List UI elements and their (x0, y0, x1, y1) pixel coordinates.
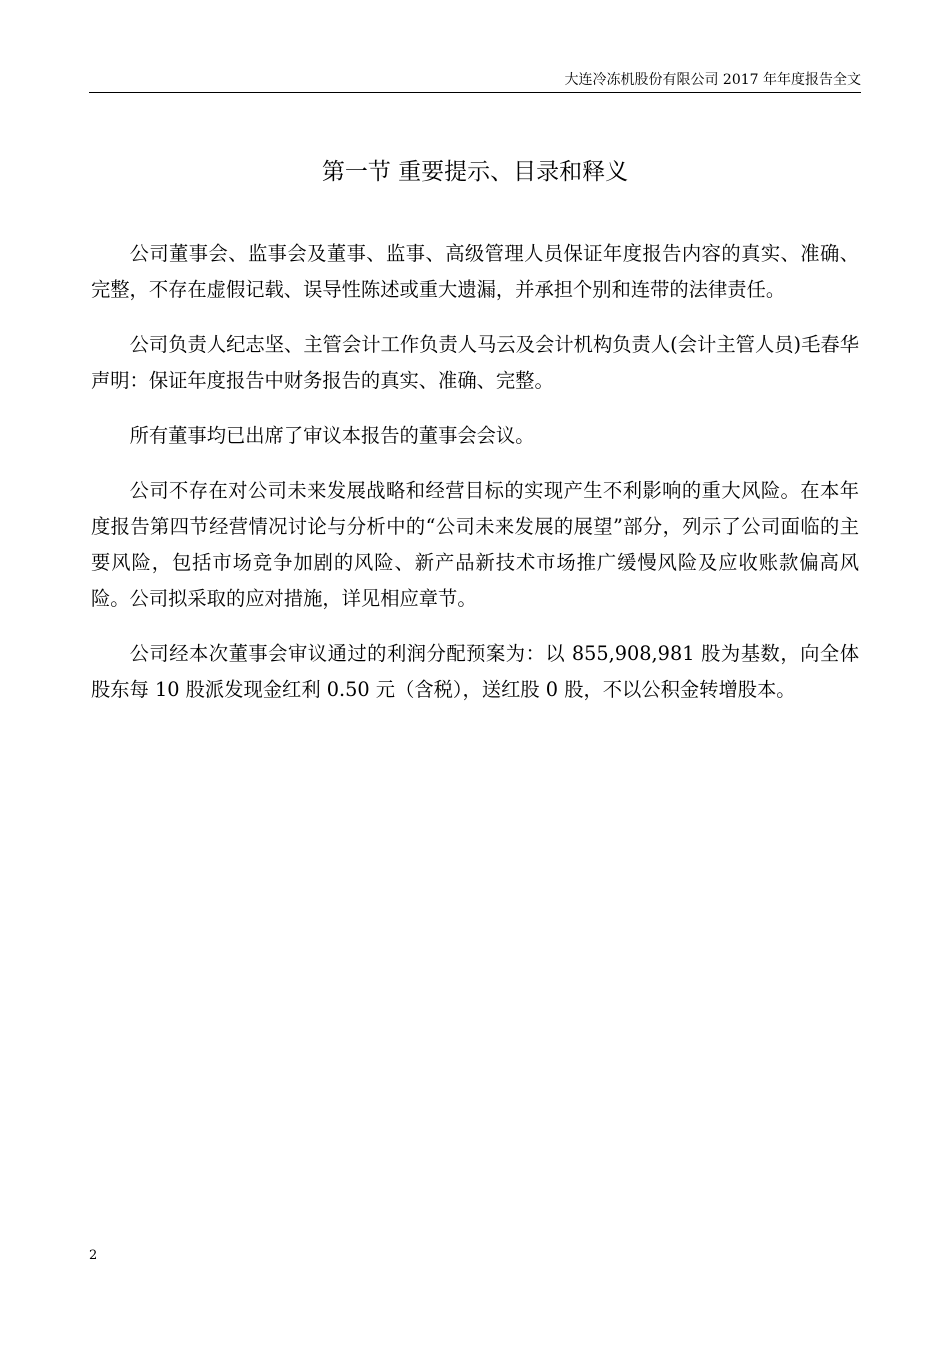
paragraph-profit-distribution: 公司经本次董事会审议通过的利润分配预案为：以 855,908,981 股为基数，向全体股东每 10 股派发现金红利 0.50 元（含税），送红股 0 股，不以公积金转增股本。 (91, 642, 859, 701)
paragraph-responsibility: 公司董事会、监事会及董事、监事、高级管理人员保证年度报告内容的真实、准确、完整，不存在虚假记载、误导性陈述或重大遗漏，并承担个别和连带的法律责任。 (91, 242, 859, 301)
page-number: 2 (89, 1248, 98, 1263)
body-text (91, 236, 859, 727)
header-title: 大连冷冻机股份有限公司 2017 年年度报告全文 (564, 72, 861, 88)
paragraph-financial-declaration: 公司负责人纪志坚、主管会计工作负责人马云及会计机构负责人(会计主管人员)毛春华声明：保证年度报告中财务报告的真实、准确、完整。 (91, 333, 859, 392)
section-title: 第一节 重要提示、目录和释义 (321, 159, 629, 185)
paragraph-board-attendance: 所有董事均已出席了审议本报告的董事会会议。 (129, 424, 535, 447)
paragraph-risk: 公司不存在对公司未来发展战略和经营目标的实现产生不利影响的重大风险。在本年度报告第四节经营情况讨论与分析中的“公司未来发展的展望”部分，列示了公司面临的主要风险，包括市场竞争加剧的风险、新产品新技术市场推广缓慢风险及应收账款偏高风险。公司拟采取的应对措施，详见相应章节。 (91, 479, 859, 610)
page-header (89, 70, 861, 93)
